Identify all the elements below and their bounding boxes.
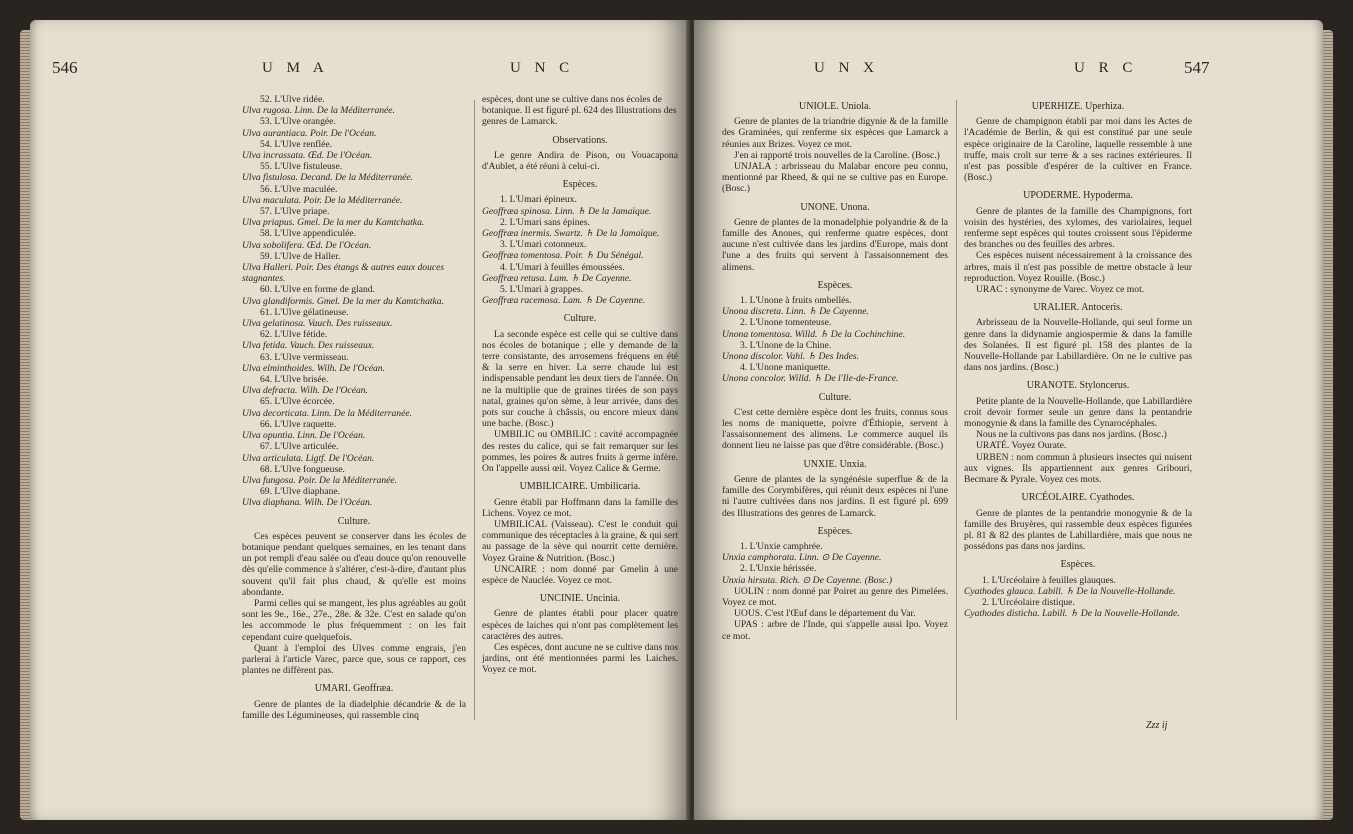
left-running-head-2: U N C <box>510 60 575 76</box>
text-line: 54. L'Ulve renflée. <box>260 138 333 150</box>
text-line: 53. L'Ulve orangée. <box>260 116 336 128</box>
text-line: Ces espèces, dont aucune ne se cultive dans nos jardins, ont été mentionnées parmi les Laiches. Voyez ce mot. <box>482 641 678 676</box>
text-line: Ulva decorticata. Linn. De la Méditerranée. <box>242 407 412 419</box>
text-line: Genre de plantes de la famille des Champignons, fort voisin des hystéries, des xylomes, des variolaires, lequel renferme sept espèces qui toutes croissent sous l'épiderme des branches ou des feuilles des arbres. <box>964 205 1192 251</box>
text-line: 61. L'Ulve gélatineuse. <box>260 306 349 318</box>
text-line: Ulva glandiformis. Gmel. De la mer du Kamtchatka. <box>242 295 444 307</box>
text-line: Unona discreta. Linn. ♄ De Cayenne. <box>722 306 869 318</box>
text-line: 2. L'Unone tomenteuse. <box>740 317 832 329</box>
text-line: Cyathodes disticha. Labill. ♄ De la Nouvelle-Hollande. <box>964 608 1180 620</box>
text-line: Ulva opuntia. Linn. De l'Océan. <box>242 430 366 442</box>
text-line: URBEN : nom commun à plusieurs insectes qui nuisent aux vignes. Ils appartiennent aux genres Gribouri, Becmare & Pyrale. Voyez ces mots. <box>964 451 1192 486</box>
text-line: Ulva maculata. Poir. De la Méditerranée. <box>242 194 403 206</box>
text-line: Quant à l'emploi des Ulves comme engrais, j'en parlerai à l'article Varec, parce que, sous ce rapport, ces plantes ne diffèrent pas. <box>242 642 466 677</box>
entry-heading: Culture. <box>337 515 371 527</box>
text-line: J'en ai rapporté trois nouvelles de la Caroline. (Bosc.) <box>734 149 940 161</box>
text-line: Nous ne la cultivons pas dans nos jardins. (Bosc.) <box>976 429 1167 441</box>
right-column-1 <box>722 94 948 642</box>
text-line: 55. L'Ulve fistuleuse. <box>260 161 343 173</box>
left-column-1 <box>242 94 466 721</box>
text-line: 2. L'Urcéolaire distique. <box>982 596 1075 608</box>
text-line: Ulva defracta. Wilh. De l'Océan. <box>242 385 368 397</box>
text-line: Ces espèces peuvent se conserver dans les écoles de botanique pendant quelques semaines, en les tenant dans un pot rempli d'eau salée ou d'eau douce qu'on renouvelle dès qu'elle commence à s'altérer, c'est-à-dire, d'autant plus souvent qu'il fait plus chaud, & qu'elle est moins abondante. <box>242 530 466 598</box>
text-line: URATÉ. Voyez Ourate. <box>976 440 1067 452</box>
text-line: 3. L'Unone de la Chine. <box>740 339 832 351</box>
entry-heading: URCÉOLAIRE. Cyathodes. <box>1021 492 1135 504</box>
signature-mark: Zzz ij <box>1146 720 1168 731</box>
text-line: Genre de plantes de la syngénésie superflue & de la famille des Corymbifères, qui réunit deux espèces ni l'une ni l'autre cultivées dans nos jardins. Il est figuré pl. 699 des Illustrations des genres de Lamarck. <box>722 473 948 519</box>
text-line: Geoffræa racemosa. Lam. ♄ De Cayenne. <box>482 295 646 307</box>
text-line: Ulva fungosa. Poir. De la Méditerranée. <box>242 474 398 486</box>
text-line: 56. L'Ulve maculée. <box>260 183 338 195</box>
text-line: 1. L'Unone à fruits ombellés. <box>740 295 852 307</box>
text-line: 4. L'Unone maniquette. <box>740 362 831 374</box>
entry-heading: Espèces. <box>562 179 598 191</box>
text-line: Cyathodes glauca. Labill. ♄ De la Nouvelle-Hollande. <box>964 585 1176 597</box>
entry-heading: UNXIE. Unxia. <box>803 458 867 470</box>
left-column-2 <box>482 94 678 676</box>
entry-heading: UNIOLE. Uniola. <box>799 101 871 112</box>
entry-heading: UPODERME. Hypoderma. <box>1023 190 1133 202</box>
entry-heading: Espèces. <box>1060 559 1096 571</box>
text-line: Geoffræa spinosa. Linn. ♄ De la Jamaïque. <box>482 205 652 217</box>
text-line: espèces, dont une se cultive dans nos écoles de botanique. Il est figuré pl. 624 des Illustrations des genres de Lamarck. <box>482 94 677 128</box>
entry-heading: Culture. <box>818 391 852 403</box>
text-line: Ulva gelatinosa. Vauch. Des ruisseaux. <box>242 318 393 330</box>
text-line: Genre de plantes de la pentandrie monogynie & de la famille des Bruyères, qui rassemble deux espèces figurées pl. 81 & 82 des plantes de Labillardière, mais que nous ne possédons pas dans nos jardins. <box>964 507 1192 553</box>
text-line: Ulva diaphana. Wilh. De l'Océan. <box>242 497 373 509</box>
column-rule <box>474 100 475 720</box>
text-line: 1. L'Unxie camphrée. <box>740 540 823 552</box>
text-line: 59. L'Ulve de Haller. <box>260 250 341 262</box>
text-line: Ulva articulata. Ligtf. De l'Océan. <box>242 452 375 464</box>
text-line: 60. L'Ulve en forme de gland. <box>260 284 375 296</box>
text-line: URAC : synonyme de Varec. Voyez ce mot. <box>976 284 1145 296</box>
right-running-head-1: U N X <box>814 60 879 76</box>
text-line: Ulva priapus. Gmel. De la mer du Kamtchatka. <box>242 217 425 229</box>
text-line: Unxia camphorata. Linn. ⊙ De Cayenne. <box>722 552 882 564</box>
text-line: 5. L'Umari à grappes. <box>500 284 583 296</box>
entry-heading: UNCINIE. Uncinia. <box>539 593 621 605</box>
text-line: Ulva fetida. Vauch. Des ruisseaux. <box>242 340 375 352</box>
text-line: Genre de plantes de la diadelphie décandrie & de la famille des Légumineuses, qui rassemble cinq <box>242 698 466 721</box>
text-line: 67. L'Ulve articulée. <box>260 441 339 453</box>
text-line: UOUS. C'est l'Œuf dans le département du Var. <box>734 608 916 620</box>
text-line: Genre établi par Hoffmann dans la famille des Lichens. Voyez ce mot. <box>482 496 678 519</box>
text-line: Unona tomentosa. Willd. ♄ De la Cochinchine. <box>722 328 906 340</box>
text-line: 69. L'Ulve diaphane. <box>260 486 341 498</box>
text-line: Unona discolor. Vahl. ♄ Des Indes. <box>722 351 860 363</box>
text-line: Genre de champignon établi par moi dans les Actes de l'Académie de Berlin, & qui est constitué par une seule espèce originaire de la Caroline, laquelle ressemble à une truffe, mais croît sur terre & a ses racines extérieures. Il n'est pas possible d'espérer de la cultiver en France. (Bosc.) <box>964 116 1192 184</box>
left-page <box>30 20 690 820</box>
text-line: 64. L'Ulve brisée. <box>260 374 329 386</box>
text-line: Geoffræa inermis. Swartz. ♄ De la Jamaïque. <box>482 228 660 240</box>
text-line: UNJALA : arbrisseau du Malabar encore peu connu, mentionné par Rheed, & qui ne se cultive pas en Europe. (Bosc.) <box>722 161 948 195</box>
right-page <box>694 20 1323 820</box>
text-line: C'est cette dernière espèce dont les fruits, connus sous les noms de maniquette, poivre d'Éthiopie, servent à l'assaisonnement des alimens. Le commerce auquel ils donnent lieu ne laisse pas que d'être considérable. (Bosc.) <box>722 406 948 452</box>
text-line: 3. L'Umari cotonneux. <box>500 239 587 251</box>
text-line: 63. L'Ulve vermisseau. <box>260 351 349 363</box>
text-line: 66. L'Ulve raquette. <box>260 418 337 430</box>
text-line: Le genre Andira de Pison, ou Vouacapona d'Aublet, a été réuni à celui-ci. <box>482 149 678 173</box>
text-line: 2. L'Unxie hérissée. <box>740 563 817 575</box>
entry-heading: UMARI. Geoffræa. <box>314 683 394 695</box>
entry-heading: Espèces. <box>817 525 853 537</box>
text-line: Ulva Halleri. Poir. Des étangs & autres eaux douces stagnantes. <box>242 262 445 285</box>
text-line: Ulva incrassata. Œd. De l'Océan. <box>242 150 373 162</box>
text-line: Unona concolor. Willd. ♄ De l'Ile-de-France. <box>722 373 899 385</box>
text-line: 65. L'Ulve écorcée. <box>260 396 335 408</box>
text-line: Genre de plantes de la monadelphie polyandrie & de la famille des Anones, qui renferme quatre espèces, dont aucune n'est cultivée dans les jardins d'Europe, mais dont l'une a des fruits qui servent à l'assaisonnement des alimens. <box>722 216 948 273</box>
right-page-number: 547 <box>1184 58 1210 77</box>
text-line: Ulva rugosa. Linn. De la Méditerranée. <box>242 105 395 117</box>
entry-heading: UNONE. Unona. <box>800 201 870 213</box>
text-line: 57. L'Ulve priape. <box>260 206 330 218</box>
text-line: UMBILIC ou OMBILIC : cavité accompagnée des restes du calice, qui se fait remarquer sur les pommes, les poires & autres fruits à germe infère. On l'appelle aussi œil. Voyez Calice & Germe. <box>482 429 678 475</box>
right-running-head-2: U R C <box>1074 60 1138 76</box>
text-line: Unxia hirsuta. Rich. ⊙ De Cayenne. (Bosc.) <box>722 574 893 586</box>
column-rule <box>956 100 957 720</box>
text-line: 4. L'Umari à feuilles émoussées. <box>500 261 625 273</box>
text-line: Ulva sobolifera. Œd. De l'Océan. <box>242 239 372 251</box>
text-line: Parmi celles qui se mangent, les plus agréables au goût sont les 9e., 16e., 27e., 28e. & 32e. C'est en salade qu'on les accommode le plus fréquemment : on les fait cependant cuire quelquefois. <box>242 597 466 643</box>
right-column-2 <box>964 94 1192 619</box>
text-line: UOLIN : nom donné par Poiret au genre des Pimelées. Voyez ce mot. <box>722 585 948 608</box>
text-line: UNCAIRE : nom donné par Gmelin à une espèce de Nauclée. Voyez ce mot. <box>482 563 678 586</box>
text-line: 1. L'Umari épineux. <box>500 194 577 206</box>
left-page-number: 546 <box>52 58 78 77</box>
text-line: UMBILICAL (Vaisseau). C'est le conduit qui communique des réceptacles à la graine, & qui sert au passage de la sève qui nourrit cette dernière. Voyez Graine & Nutrition. (Bosc.) <box>482 518 678 564</box>
text-line: Geoffræa retusa. Lam. ♄ De Cayenne. <box>482 272 632 284</box>
entry-heading: Espèces. <box>817 279 853 291</box>
open-book <box>30 20 1323 826</box>
text-line: 1. L'Urcéolaire à feuilles glauques. <box>982 574 1116 586</box>
text-line: Ulva elminthoides. Wilh. De l'Océan. <box>242 362 385 374</box>
text-line: Petite plante de la Nouvelle-Hollande, que Labillardière croit devoir former seule un genre dans la pentandrie monogynie & dans la famille des Cynarocéphales. <box>964 395 1192 430</box>
entry-heading: UMBILICAIRE. Umbilicaria. <box>519 481 641 493</box>
text-line: 2. L'Umari sans épines. <box>500 216 590 228</box>
text-line: 62. L'Ulve fétide. <box>260 329 328 341</box>
text-line: La seconde espèce est celle qui se cultive dans nos écoles de botanique ; elle y demande de la terre consistante, des arrosemens fréquens en été & la serre en hiver. La serre chaude lui est indispensable pendant les deux tiers de l'année. On ne la multiplie que de graines tirées de son pays natal, graines qu'on sème, à leur arrivée, dans des pots sur couche à châssis, ou encore mieux dans une bache. (Bosc.) <box>482 328 678 430</box>
text-line: Ulva aurantiaca. Poir. De l'Océan. <box>242 127 377 139</box>
text-line: Ces espèces nuisent nécessairement à la croissance des arbres, mais il n'est pas possible de mettre obstacle à leur reproduction. Voyez Rouille. (Bosc.) <box>964 250 1192 284</box>
text-line: Genre de plantes établi pour placer quatre espèces de laiches qui n'ont pas complètement les caractères des autres. <box>482 608 678 642</box>
text-line: UPAS : arbre de l'Inde, qui s'appelle aussi Ipo. Voyez ce mot. <box>722 619 948 642</box>
text-line: 58. L'Ulve appendiculée. <box>260 228 357 240</box>
text-line: Genre de plantes de la triandrie digynie & de la famille des Graminées, qui renferme six espèces que Lamarck a réunies aux Brizes. Voyez ce mot. <box>722 116 948 150</box>
entry-heading: Observations. <box>552 134 608 146</box>
entry-heading: URANOTE. Styloncerus. <box>1026 380 1130 392</box>
entry-heading: UPERHIZE. Uperhiza. <box>1031 101 1125 112</box>
entry-heading: URALIER. Antoceris. <box>1033 302 1123 314</box>
text-line: Geoffræa tomentosa. Poir. ♄ Du Sénégal. <box>482 250 644 262</box>
text-line: 52. L'Ulve ridée. <box>260 94 325 105</box>
text-line: Arbrisseau de la Nouvelle-Hollande, qui seul forme un genre dans la didynamie angiospermie & dans la famille des Solanées. Il est figuré pl. 158 des plantes de la Nouvelle-Hollande par Labillardière. On ne le cultive pas dans nos jardins. (Bosc.) <box>964 317 1192 374</box>
text-line: 68. L'Ulve fongueuse. <box>260 463 345 475</box>
entry-heading: Culture. <box>563 313 597 325</box>
text-line: Ulva fistulosa. Decand. De la Méditerranée. <box>242 172 414 184</box>
left-running-head-1: U M A <box>262 60 329 76</box>
